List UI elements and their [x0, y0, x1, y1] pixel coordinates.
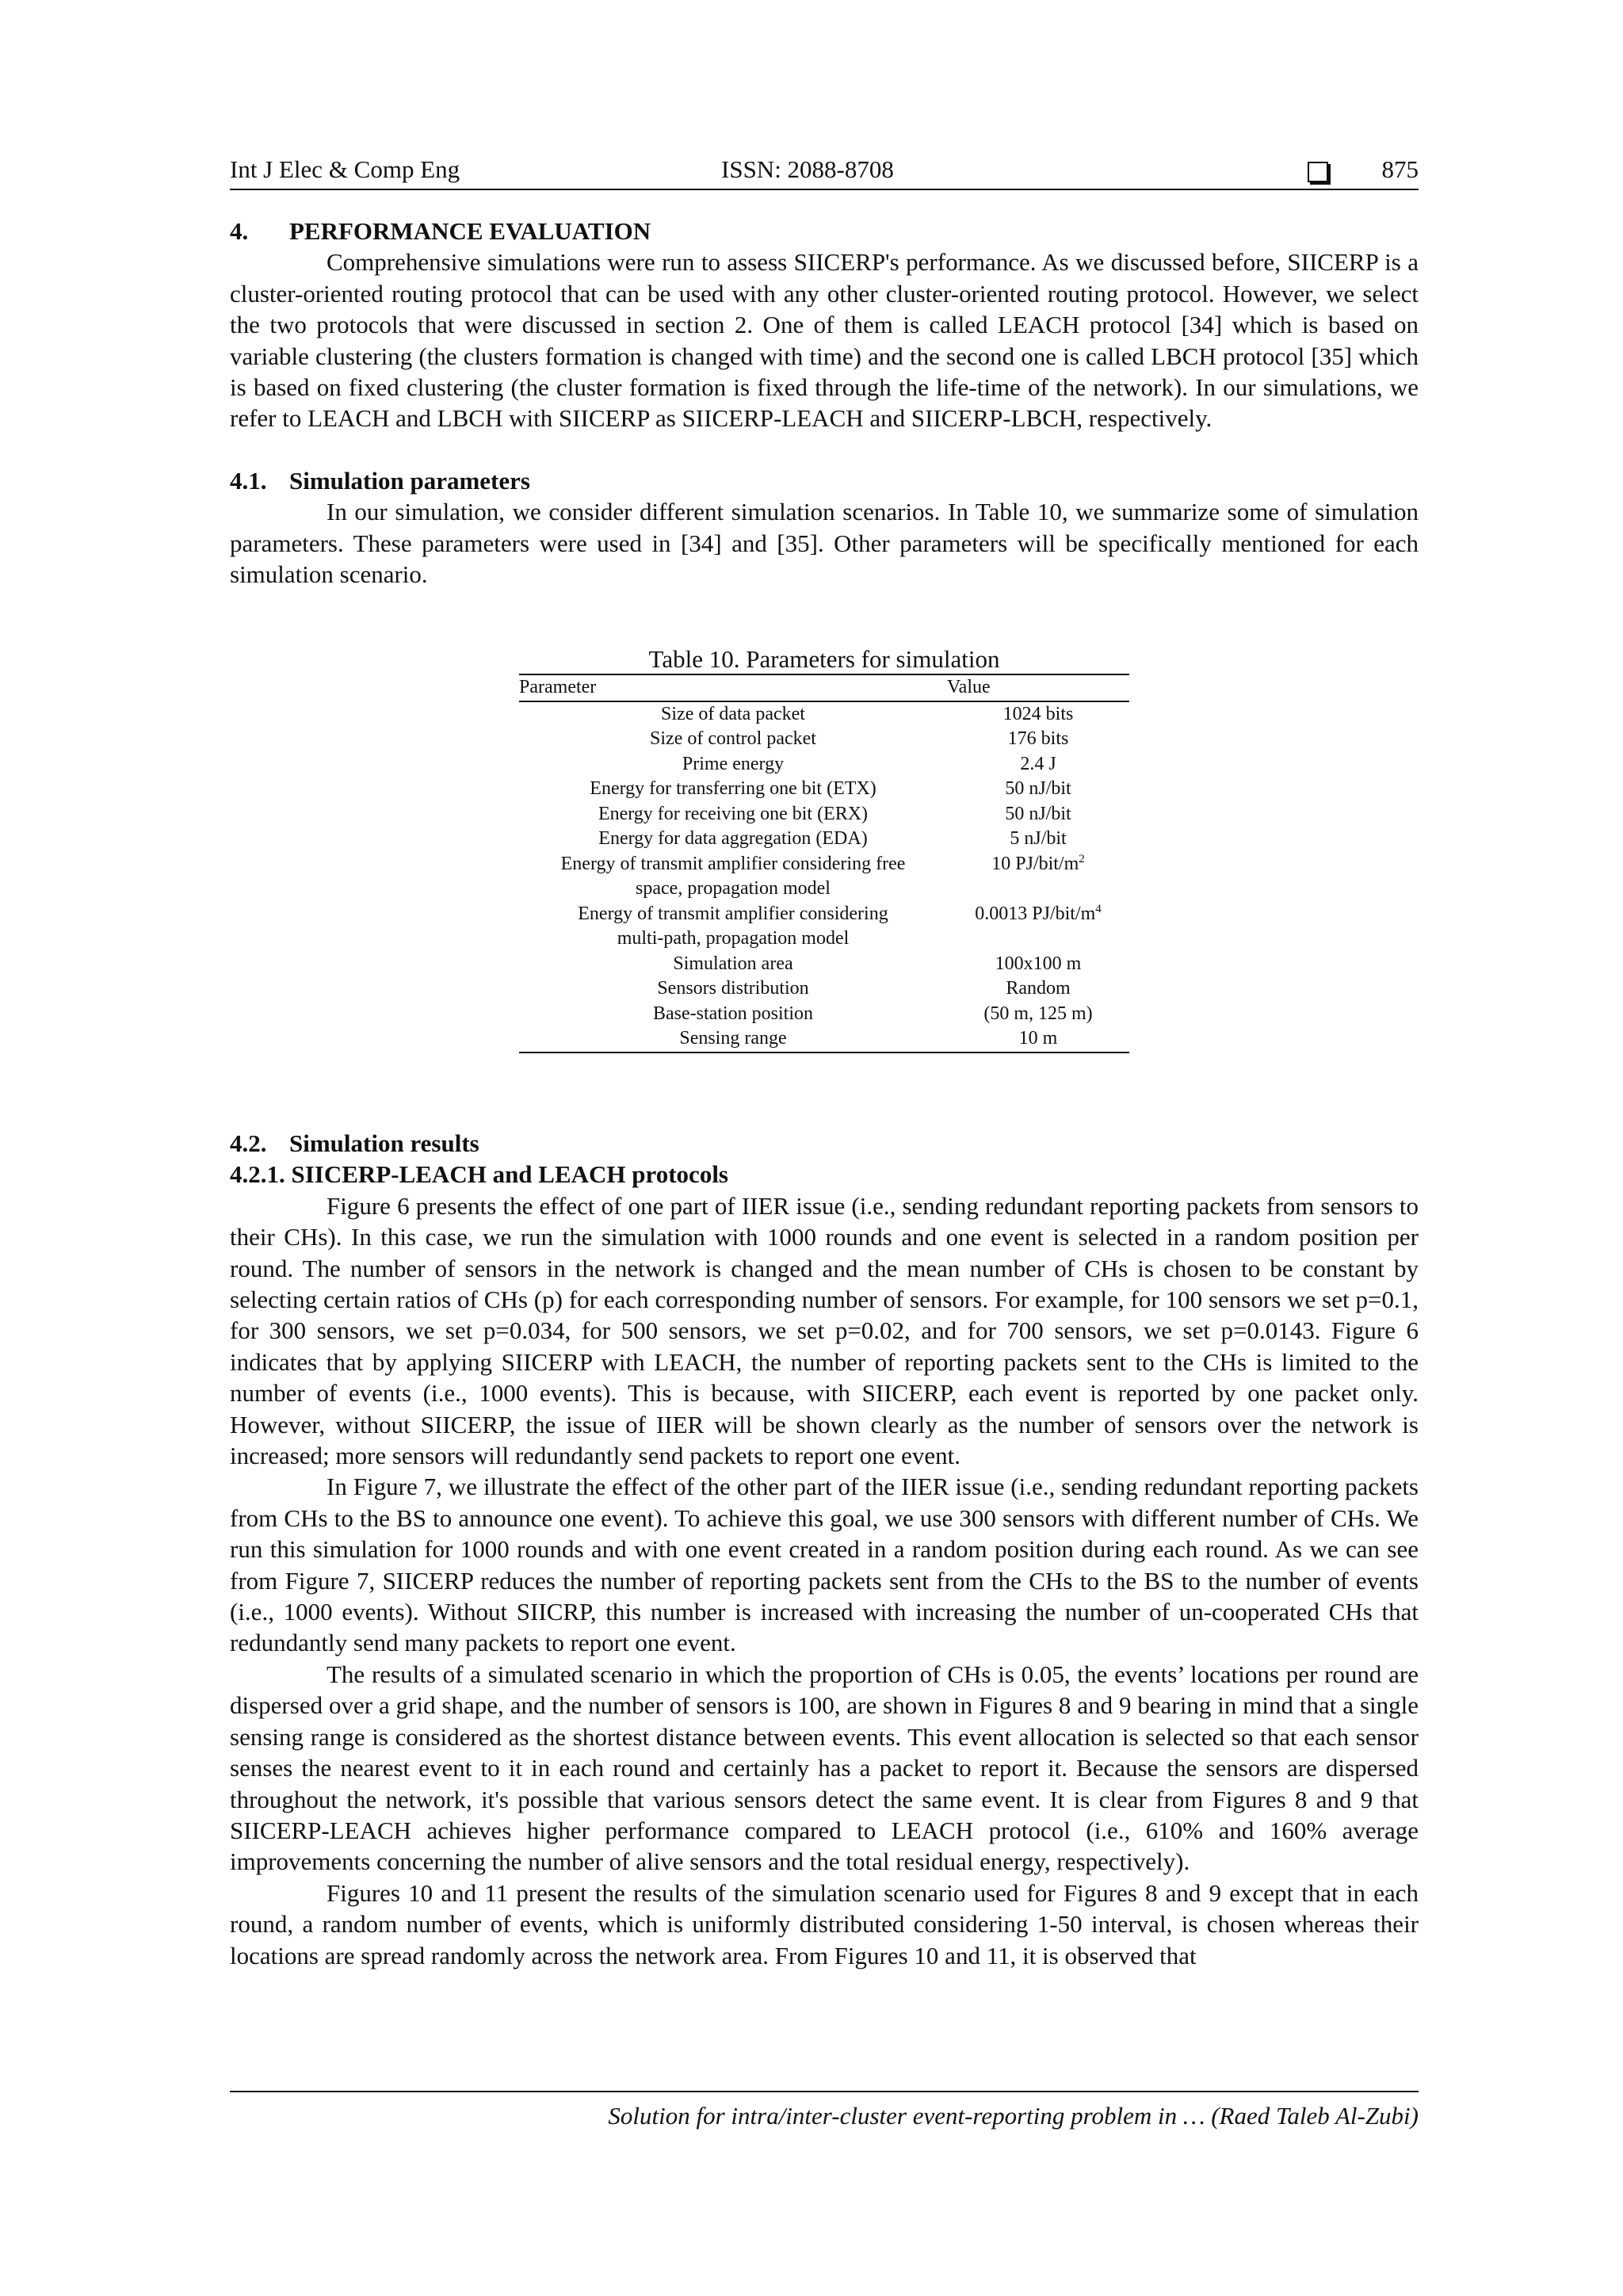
table-row: [519, 952, 1129, 977]
table-row: [519, 902, 1129, 952]
table-cell: Energy for data aggregation (EDA): [598, 828, 868, 850]
table-cell: 50 nJ/bit: [1005, 803, 1071, 824]
cell-line: space, propagation model: [636, 878, 831, 900]
journal-name: Int J Elec & Comp Eng: [230, 155, 460, 183]
paragraph: In Figure 7, we illustrate the effect of the other part of the IIER issue (i.e., sending redundant reporting packets from CHs to the BS to announce one event). To achieve this goal, we use 300 sensors with different number of CHs. We run this simulation for 1000 rounds and with one event created in a random position during each round. As we can see from Figure 7, SIICERP reduces the number of reporting packets sent from the CHs to the BS to the number of events (i.e., 1000 events). Without SIICRP, this number is increased with increasing the number of un-cooperated CHs that redundantly send many packets to report one event.: [230, 1473, 1419, 1657]
table-row: [519, 752, 1129, 777]
page-footer: [230, 2091, 1419, 2130]
superscript: 2: [1079, 852, 1085, 865]
paragraph: Figure 6 presents the effect of one part of IIER issue (i.e., sending redundant reporting packets from sensors to their CHs). In this case, we run the simulation with 1000 rounds and one event is selected in a random position per round. The number of sensors in the network is changed and the mean number of CHs is chosen to be constant by selecting certain ratios of CHs (p) for each corresponding number of sensors. For example, for 100 sensors we set p=0.1, for 300 sensors, we set p=0.034, for 500 sensors, we set p=0.02, and for 700 sensors, we set p=0.0143. Figure 6 indicates that by applying SIICERP with LEACH, the number of reporting packets sent to the CHs is limited to the number of events (i.e., 1000 events). This is because, with SIICERP, each event is reported by one packet only. However, without SIICERP, the issue of IIER will be shown clearly as the number of sensors over the network is increased; more sensors will redundantly send packets to report one event.: [230, 1191, 1419, 1470]
table-row: [519, 976, 1129, 1002]
table-row: [519, 827, 1129, 852]
cell-line: Energy of transmit amplifier considering free: [560, 853, 906, 874]
table-caption: Table 10. Parameters for simulation: [648, 645, 1000, 674]
page-header: [230, 155, 1419, 190]
subsubsection-heading: [230, 1159, 1419, 1190]
cell-line: Energy of transmit amplifier considering: [578, 903, 888, 924]
table-row: [519, 777, 1129, 802]
paragraph: Comprehensive simulations were run to assess SIICERP's performance. As we discussed before, SIICERP is a cluster-oriented routing protocol that can be used with any other cluster-oriented routing protocol. However, we select the two protocols that were discussed in section 2. One of them is called LEACH protocol [34] which is based on variable clustering (the clusters formation is changed with time) and the second one is called LBCH protocol [35] which is based on fixed clustering (the cluster formation is fixed through the life-time of the network). In our simulations, we refer to LEACH and LBCH with SIICERP as SIICERP-LEACH and SIICERP-LBCH, respectively.: [230, 248, 1419, 433]
subsubsection-number: 4.2.1.: [230, 1160, 285, 1189]
column-header: Parameter: [519, 674, 947, 701]
subsection-number: 4.1.: [230, 466, 267, 495]
table-cell: Sensing range: [519, 1026, 947, 1052]
table-cell: [519, 852, 947, 902]
body-text: [230, 216, 1419, 1971]
table-cell: Energy for transferring one bit (ETX): [590, 778, 876, 800]
table-cell: 2.4 J: [1020, 753, 1056, 774]
table-row: [519, 727, 1129, 752]
section-title: PERFORMANCE EVALUATION: [289, 217, 651, 245]
table-cell: Size of data packet: [661, 703, 805, 724]
table-cell: 100x100 m: [995, 953, 1082, 974]
table-cell: Simulation area: [673, 953, 793, 974]
square-bullet-icon: [1308, 162, 1328, 182]
paragraph: Figures 10 and 11 present the results of the simulation scenario used for Figures 8 and 9 except that in each round, a random number of events, which is uniformly distributed considering 1-50 interval, is chosen whereas their locations are spread randomly across the network area. From Figures 10 and 11, it is observed that: [230, 1878, 1419, 1969]
table-cell: 5 nJ/bit: [1010, 828, 1067, 850]
paragraph: The results of a simulated scenario in which the proportion of CHs is 0.05, the events’ locations per round are dispersed over a grid shape, and the number of sensors is 100, are shown in Figures 8 and 9 bearing in mind that a single sensing range is considered as the shortest distance between events. This event allocation is selected so that each sensor senses the nearest event to it in each round and certainly has a packet to report it. Because the sensors are dispersed throughout the network, it's possible that various sensors detect the same event. It is clear from Figures 8 and 9 that SIICERP-LEACH achieves higher performance compared to LEACH protocol (i.e., 610% and 160% average improvements concerning the number of alive sensors and the total residual energy, respectively).: [230, 1660, 1419, 1876]
table-row: [519, 1026, 1129, 1052]
table-cell: 176 bits: [1007, 728, 1069, 750]
column-header: Value: [947, 674, 1129, 701]
value-text: 10 PJ/bit/m: [991, 853, 1079, 874]
page-number: 875: [1381, 155, 1419, 183]
cell-line: multi-path, propagation model: [617, 928, 850, 949]
value-text: 0.0013 PJ/bit/m: [975, 903, 1096, 924]
table-cell: (50 m, 125 m): [983, 1003, 1093, 1024]
table-cell: [947, 852, 1129, 902]
parameters-table: [519, 674, 1129, 1053]
table-cell: 10 m: [947, 1026, 1129, 1052]
section-heading: [230, 216, 1419, 246]
issn: ISSN: 2088-8708: [721, 155, 894, 183]
table-cell: Random: [1006, 978, 1071, 999]
table-row: [519, 802, 1129, 827]
running-title: Solution for intra/inter-cluster event-reporting problem in … (Raed Taleb Al-Zubi): [608, 2102, 1419, 2130]
subsubsection-title: SIICERP-LEACH and LEACH protocols: [291, 1160, 728, 1189]
table-cell: Energy for receiving one bit (ERX): [598, 803, 869, 824]
subsection-number: 4.2.: [230, 1129, 267, 1157]
table-cell: Size of control packet: [650, 728, 816, 750]
subsection-title: Simulation results: [289, 1129, 479, 1157]
table-cell: [519, 902, 947, 952]
table-header-row: [519, 674, 1129, 701]
paragraph: In our simulation, we consider different simulation scenarios. In Table 10, we summarize some of simulation parameters. These parameters were used in [34] and [35]. Other parameters will be specifically mentioned for each simulation scenario.: [230, 498, 1419, 589]
subsection-heading: [230, 465, 1419, 496]
table-10: [519, 645, 1129, 1053]
table-cell: Base-station position: [653, 1003, 813, 1024]
table-cell: Prime energy: [682, 753, 785, 774]
subsection-title: Simulation parameters: [289, 466, 530, 495]
table-row: [519, 701, 1129, 728]
table-cell: [947, 902, 1129, 952]
subsection-heading: [230, 1128, 1419, 1159]
table-row: [519, 852, 1129, 902]
table-row: [519, 1002, 1129, 1027]
table-cell: 1024 bits: [1002, 703, 1074, 724]
table-cell: Sensors distribution: [657, 978, 809, 999]
table-cell: 50 nJ/bit: [1005, 778, 1071, 800]
section-number: 4.: [230, 217, 249, 245]
superscript: 4: [1095, 902, 1102, 915]
